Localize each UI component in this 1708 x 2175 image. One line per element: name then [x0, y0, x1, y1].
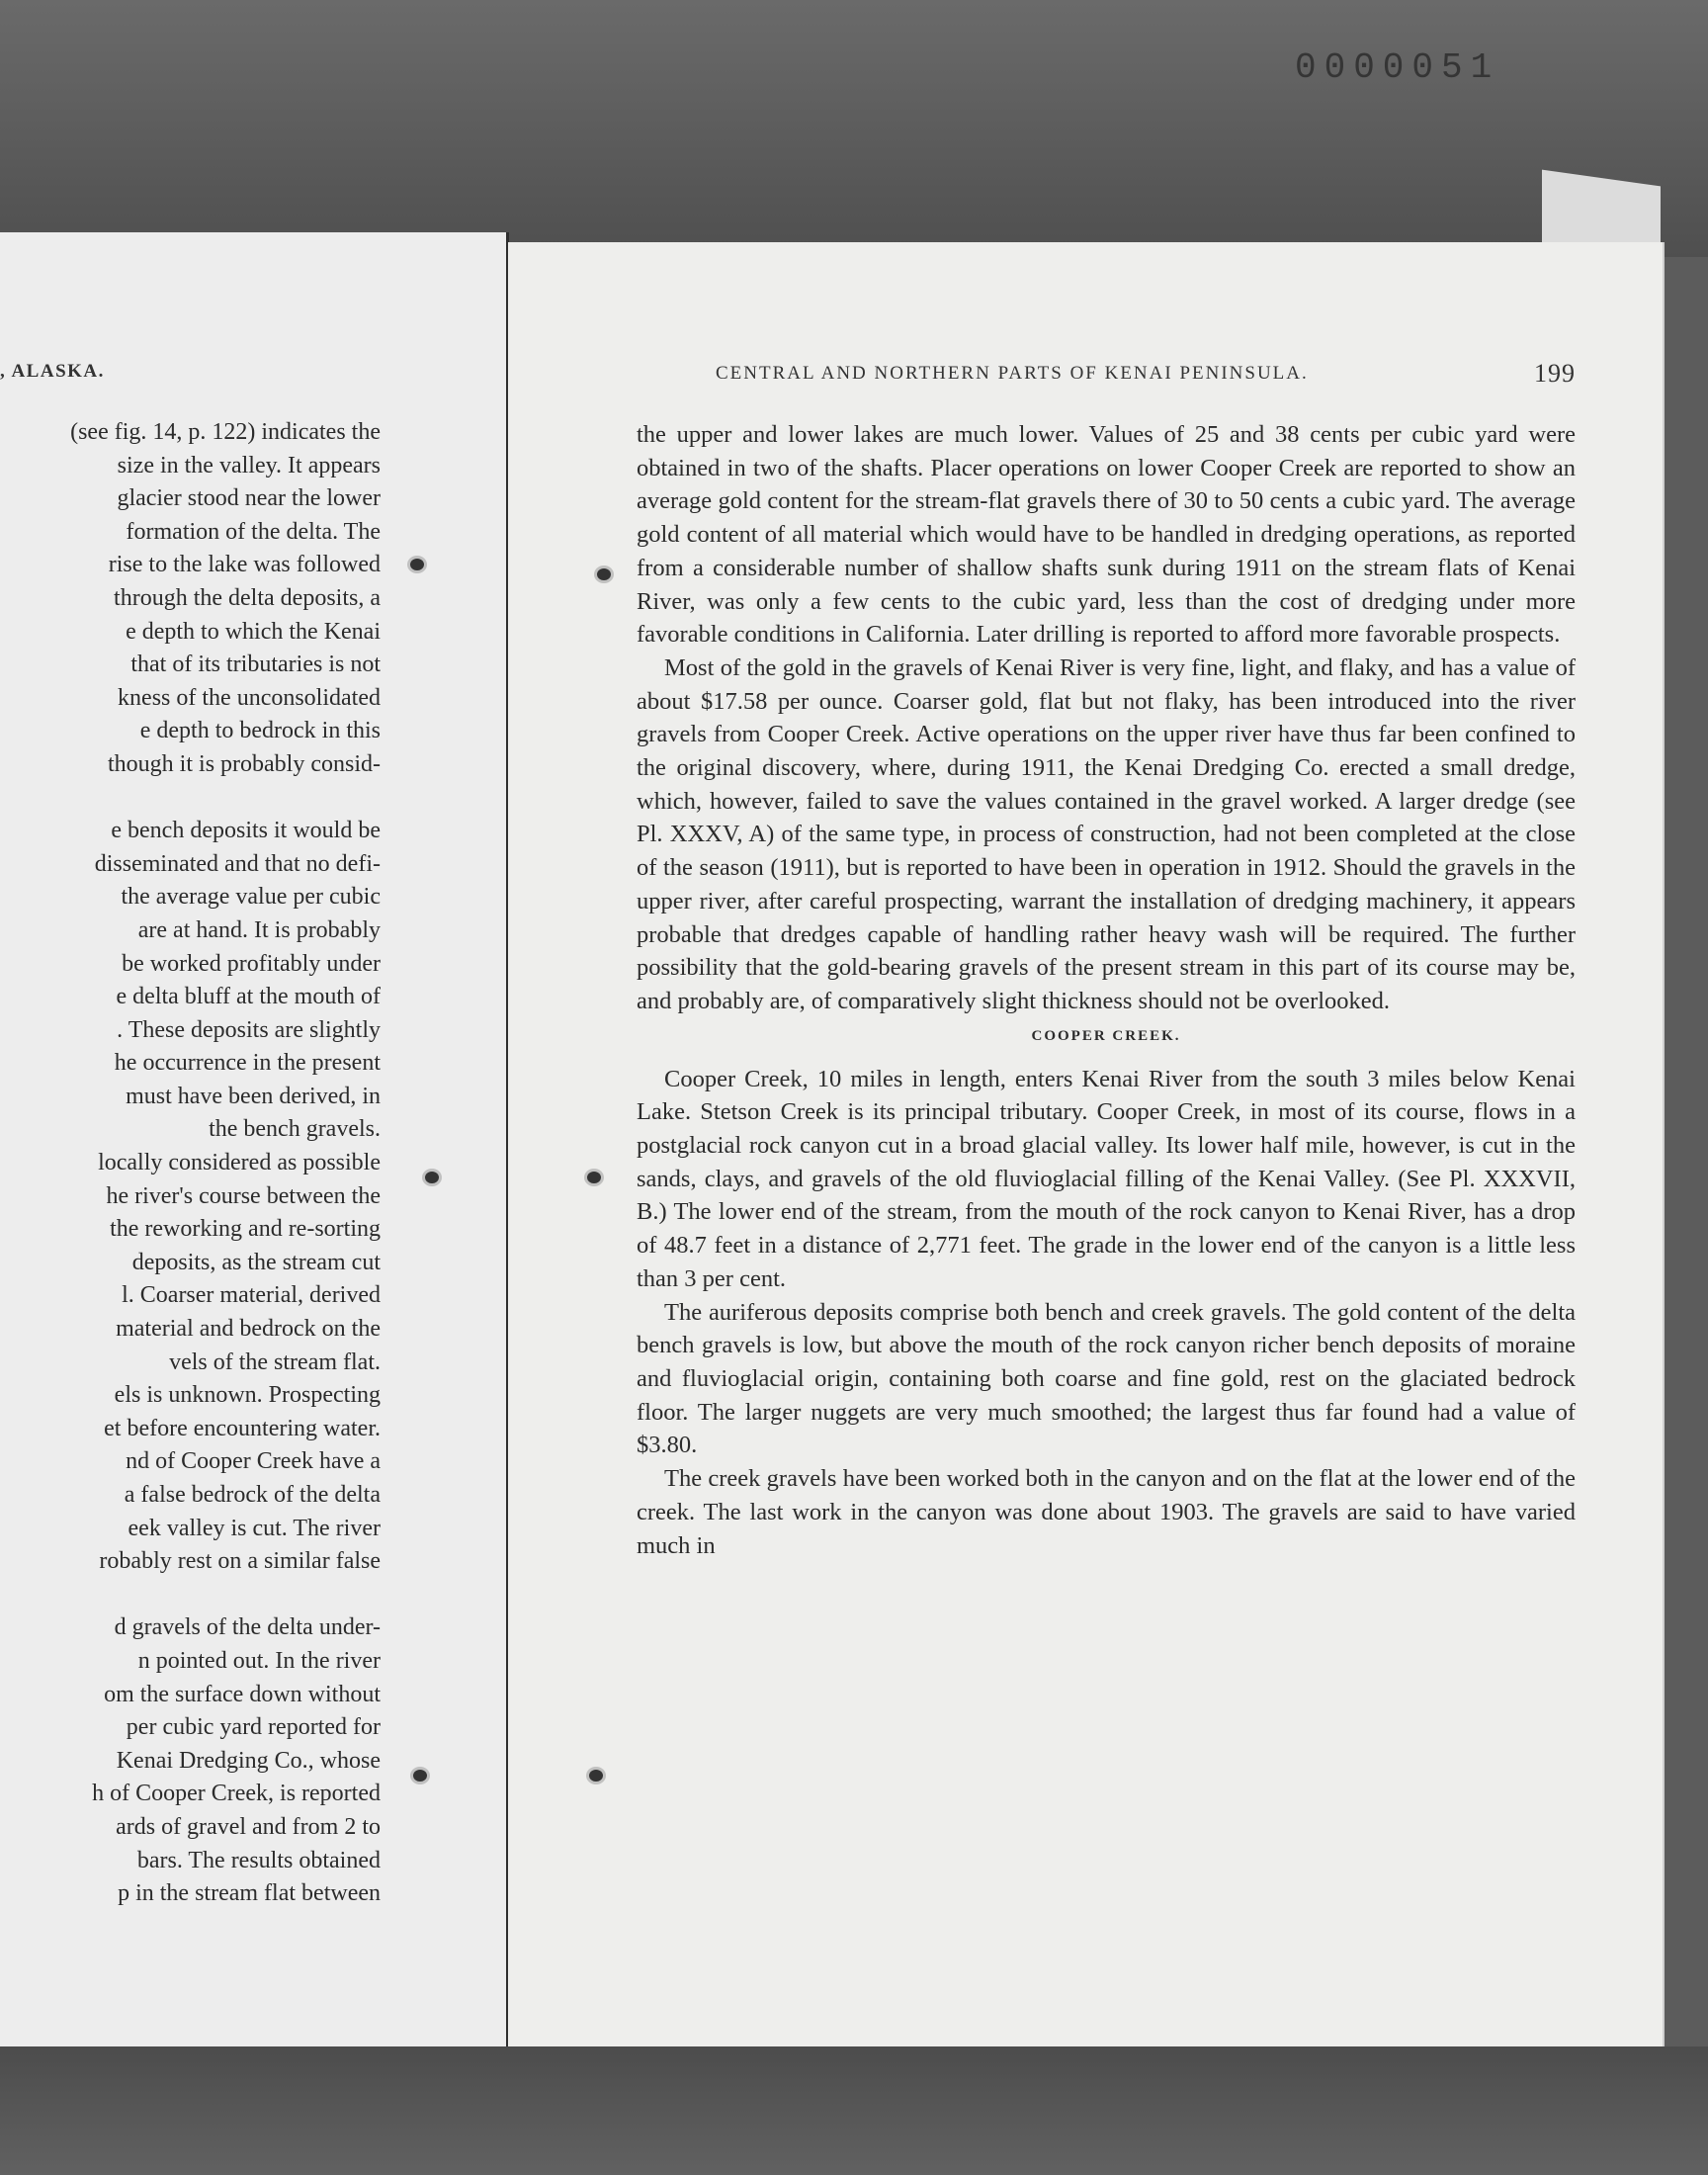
- binding-hole-mark: [589, 1770, 603, 1782]
- left-page: [0, 232, 509, 2056]
- paragraph-auriferous-deposits-text: The auriferous deposits comprise both bench and creek gravels. The gold content of the delta bench gravels is low, but above the mouth of the rock canyon richer bench deposits of moraine and fluvioglacial origin, containing both coarse and fine gold, rest on the glaciated bedrock floor. The larger nuggets are very much smoothed; the largest thus far found had a value of $3.80.: [637, 1298, 1576, 1459]
- left-text-line: formation of the delta. The: [126, 518, 381, 545]
- paragraph-gold-fineness: [637, 652, 1576, 1018]
- left-running-header: , ALASKA.: [0, 361, 105, 382]
- left-text-line: be worked profitably under: [122, 950, 381, 977]
- left-page-text: [0, 416, 381, 1911]
- paragraph-creek-gravels-text: The creek gravels have been worked both in the canyon and on the flat at the lower end of the creek. The last work in the canyon was done about 1903. The gravels are said to have varied much in: [637, 1465, 1576, 1559]
- paragraph-cooper-creek-course: [637, 1063, 1576, 1296]
- left-text-line: d gravels of the delta under-: [114, 1614, 381, 1641]
- left-text-line: nd of Cooper Creek have a: [126, 1448, 381, 1475]
- left-text-line: et before encountering water.: [104, 1415, 381, 1441]
- left-text-line: robably rest on a similar false: [99, 1548, 381, 1575]
- left-text-line: [0, 782, 381, 816]
- running-title: CENTRAL AND NORTHERN PARTS OF KENAI PENINSULA.: [716, 363, 1309, 384]
- left-text-line: rise to the lake was followed: [108, 552, 381, 578]
- left-text-line: he occurrence in the present: [114, 1050, 381, 1077]
- left-text-line: size in the valley. It appears: [117, 452, 381, 478]
- left-text-line: e depth to bedrock in this: [139, 718, 381, 744]
- paragraph-auriferous-deposits: [637, 1296, 1576, 1463]
- binding-hole-mark: [425, 1172, 439, 1183]
- left-text-line: e bench deposits it would be: [111, 818, 381, 844]
- left-text-line: p in the stream flat between: [118, 1880, 381, 1907]
- left-text-line: the reworking and re-sorting: [110, 1216, 381, 1243]
- left-text-line: bars. The results obtained: [136, 1847, 381, 1873]
- binding-hole-mark: [410, 559, 424, 570]
- left-text-line: e delta bluff at the mouth of: [116, 984, 381, 1010]
- left-text-line: els is unknown. Prospecting: [114, 1382, 381, 1409]
- left-text-line: per cubic yard reported for: [126, 1714, 381, 1741]
- binding-hole-mark: [413, 1770, 427, 1782]
- section-heading-cooper-creek: COOPER CREEK.: [1031, 1027, 1181, 1044]
- archive-stamp-number: 0000051: [1295, 47, 1500, 88]
- left-text-line: a false bedrock of the delta: [124, 1482, 381, 1508]
- left-text-line: though it is probably consid-: [108, 750, 381, 777]
- scan-background-bottom: [0, 2046, 1708, 2175]
- left-text-line: through the delta deposits, a: [114, 584, 381, 611]
- left-text-line: h of Cooper Creek, is reported: [92, 1781, 381, 1807]
- left-text-line: the average value per cubic: [121, 884, 381, 911]
- left-text-line: ards of gravel and from 2 to: [116, 1813, 381, 1840]
- left-text-line: (see fig. 14, p. 122) indicates the: [70, 419, 381, 445]
- left-text-line: locally considered as possible: [98, 1150, 381, 1176]
- left-text-line: glacier stood near the lower: [117, 485, 381, 512]
- paragraph-cooper-creek-course-text: Cooper Creek, 10 miles in length, enters Kenai River from the south 3 miles below Kenai Lake. Stetson Creek is its principal tributary. Cooper Creek, in most of its course, flows in a postglacial rock canyon cut in a broad glacial valley. Its lower half mile, however, is cut in the sands, clays, and gravels of the old fluvioglacial filling of the Kenai Valley. (See Pl. XXXVII, B.) The lower end of the stream, from the mouth of the rock canyon to Kenai River, has a drop of 48.7 feet in a distance of 2,771 feet. The grade in the lower end of the canyon is a little less than 3 per cent.: [637, 1065, 1576, 1292]
- left-text-line: om the surface down without: [104, 1681, 381, 1707]
- scan-background-top: [0, 0, 1708, 257]
- paragraph-creek-gravels: [637, 1462, 1576, 1562]
- page-number: 199: [1534, 359, 1576, 388]
- left-text-line: [0, 1579, 381, 1612]
- left-text-line: that of its tributaries is not: [130, 652, 381, 678]
- left-text-line: e depth to which the Kenai: [126, 618, 381, 645]
- paragraph-lake-values: the upper and lower lakes are much lower. Values of 25 and 38 cents per cubic yard were obtained in two of the shafts. Placer operations on lower Cooper Creek are reported to show an average gold content for the stream-flat gravels there of 30 to 50 cents a cubic yard. The average gold content of all material which would have to be handled in dredging operations, as reported from a considerable number of shallow shafts sunk during 1911 on the stream flats of Kenai River, was only a few cents to the cubic yard, less than the cost of dredging under more favorable conditions in California. Later drilling is reported to afford more favorable prospects.: [637, 421, 1576, 649]
- right-page: [508, 242, 1663, 2071]
- binding-hole-mark: [587, 1172, 601, 1183]
- left-text-line: l. Coarser material, derived: [122, 1282, 381, 1309]
- left-text-line: must have been derived, in: [126, 1083, 381, 1109]
- left-text-line: eek valley is cut. The river: [128, 1515, 381, 1541]
- left-text-line: n pointed out. In the river: [137, 1647, 381, 1674]
- left-text-line: the bench gravels.: [209, 1116, 381, 1143]
- left-text-line: deposits, as the stream cut: [131, 1249, 381, 1275]
- left-text-line: kness of the unconsolidated: [118, 684, 381, 711]
- left-text-line: vels of the stream flat.: [169, 1348, 381, 1375]
- paragraph-gold-fineness-text: Most of the gold in the gravels of Kenai River is very fine, light, and flaky, and has a value of about $17.58 per ounce. Coarser gold, flat but not flaky, has been introduced into the river gravels from Cooper Creek. Active operations on the upper river have thus far been confined to the original discovery, where, during 1911, the Kenai Dredging Co. erected a small dredge, which, however, failed to save the values contained in the gravel worked. A larger dredge (see Pl. XXXV, A) of the same type, in process of construction, had not been completed at the close of the season (1911), but is reported to have been in operation in 1912. Should the gravels in the upper river, after careful prospecting, warrant the installation of dredging machinery, it appears probable that dredges capable of handling rather heavy wash will be required. The further possibility that the gold-bearing gravels of the present stream in this part of its course may be, and probably are, of comparatively slight thickness should not be overlooked.: [637, 653, 1576, 1014]
- left-text-line: material and bedrock on the: [116, 1316, 381, 1343]
- binding-hole-mark: [597, 568, 611, 580]
- left-text-line: Kenai Dredging Co., whose: [116, 1747, 381, 1774]
- right-page-text: [637, 418, 1576, 1562]
- left-text-line: are at hand. It is probably: [137, 916, 381, 943]
- left-text-line: disseminated and that no defi-: [94, 850, 381, 877]
- left-text-line: . These deposits are slightly: [117, 1016, 381, 1043]
- left-text-line: he river's course between the: [106, 1182, 381, 1209]
